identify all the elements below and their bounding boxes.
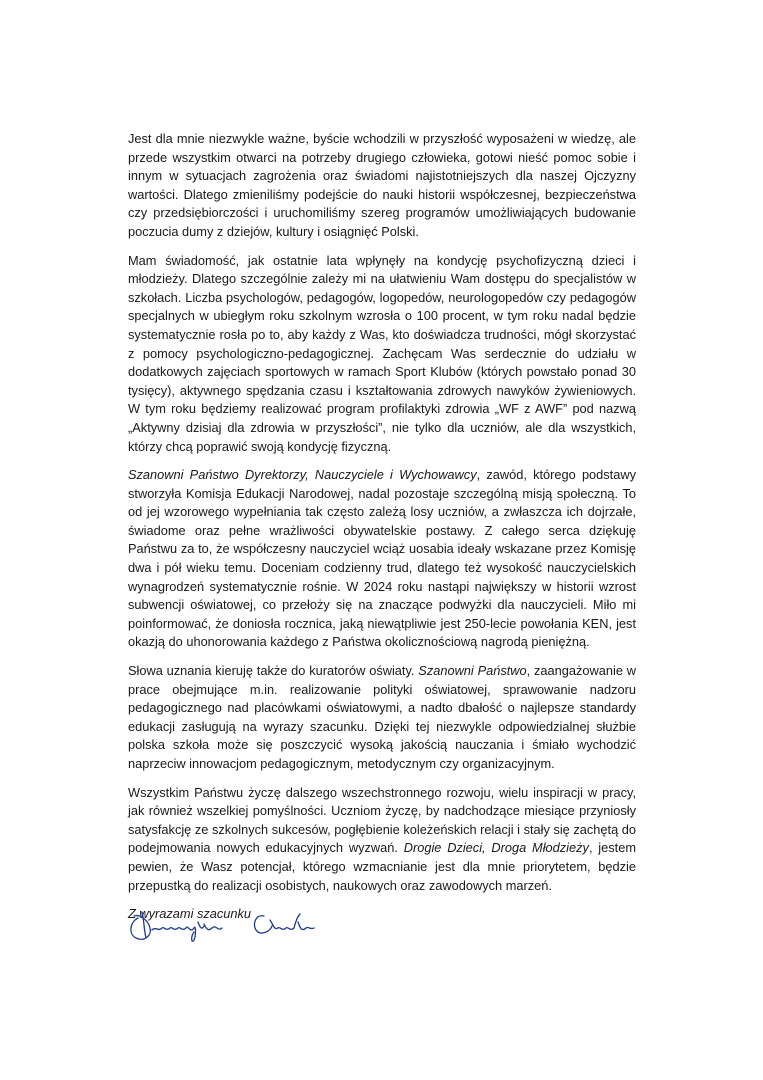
salutation-students: Drogie Dzieci, Droga Młodzieży	[403, 840, 589, 856]
paragraph-curators	[128, 662, 636, 774]
letter-body	[128, 130, 636, 924]
paragraph-text: Jest dla mnie niezwykle ważne, byście wchodzili w przyszłość wyposażeni w wiedzę, ale przede wszystkim otwarci na potrzeby drugiego człowieka, gotowi nieść pomoc sobie i innym w sytuacjach zagrożenia oraz świadomi najistotniejszych dla naszej Ojczyzny wartości. Dlatego zmieniliśmy podejście do nauki historii współczesnej, bezpieczeństwa czy przedsiębiorczości i uruchomiliśmy szereg programów umożliwiających budowanie poczucia dumy z dziejów, kultury i osiągnięć Polski.	[128, 131, 636, 239]
paragraph-wellbeing	[128, 252, 636, 457]
salutation-teachers: Szanowni Państwo Dyrektorzy, Nauczyciele i Wychowawcy	[128, 467, 477, 483]
paragraph-text: Słowa uznania kieruję także do kuratorów oświaty.	[128, 663, 419, 679]
paragraph-intro	[128, 130, 636, 242]
paragraph-text: , zawód, którego podstawy stworzyła Komisja Edukacji Narodowej, nadal pozostaje szczególną misją społeczną. To od jej wzorowego wypełniania tak często zależą losy uczniów, a zwłaszcza ich dojrzałe, świadome oraz pełne wrażliwości obywatelskie postawy. Z całego serca dziękuję Państwu za to, że współczesny nauczyciel wciąż uosabia ideały wskazane przez Komisję dwa i pół wieku temu. Doceniam codzienny trud, dlatego też wysokość nauczycielskich wynagrodzeń systematycznie rośnie. W 2024 roku nastąpi największy w historii wzrost subwencji oświatowej, co przełoży się na znaczące podwyżki dla nauczycieli. Miło mi poinformować, że doniosła rocznica, jaką niewątpliwie jest 250-lecie powołania KEN, jest okazją do uhonorowania każdego z Państwa okolicznościową nagrodą pieniężną.	[128, 467, 636, 650]
paragraph-wishes	[128, 784, 636, 896]
paragraph-text: , jestem pewien, że Wasz potencjał, którego wzmacnianie jest dla mnie priorytetem, będzie przepustką do realizacji osobistych, naukowych oraz zawodowych marzeń.	[128, 840, 636, 893]
paragraph-text: Wszystkim Państwu życzę dalszego wszechstronnego rozwoju, wielu inspiracji w pracy, jak również wszelkiej pomyślności. Uczniom życzę, by nadchodzące miesiące przyniosły satysfakcję ze szkolnych sukcesów, pogłębienie koleżeńskich relacji i stały się zachętą do podejmowania nowych edukacyjnych wyzwań.	[128, 784, 636, 856]
signature-drawing	[124, 898, 324, 948]
paragraph-text: , zaangażowanie w prace obejmujące m.in. realizowanie polityki oświatowej, sprawowanie nadzoru pedagogicznego nad placówkami oświatowymi, a nadto dbałość o najlepsze standardy edukacji zasługują na wyrazy szacunku. Dzięki tej niezwykle odpowiedzialnej służbie polska szkoła może się poszczycić wysoką jakością nauczania i śmiało wychodzić naprzeciw innowacjom pedagogicznym, metodycznym czy organizacyjnym.	[128, 663, 636, 771]
paragraph-text: Mam świadomość, jak ostatnie lata wpłynęły na kondycję psychofizyczną dzieci i młodzieży. Dlatego szczególnie zależy mi na ułatwieniu Wam dostępu do specjalistów w szkołach. Liczba psychologów, pedagogów, logopedów, neurologopedów czy pedagogów specjalnych w ubiegłym roku szkolnym wzrosła o 100 procent, w tym roku nadal będzie systematycznie rosła po to, aby każdy z Was, kto doświadcza trudności, mógł skorzystać z pomocy psychologiczno-pedagogicznej. Zachęcam Was serdecznie do udziału w dodatkowych zajęciach sportowych w ramach Sport Klubów (których powstało ponad 30 tysięcy), aktywnego spędzania czasu i kształtowania zdrowych nawyków żywieniowych. W tym roku będziemy realizować program profilaktyki zdrowia „WF z AWF” pod nazwą „Aktywny dzisiaj dla zdrowia w przyszłości”, nie tylko dla uczniów, ale dla wszystkich, którzy chcą poprawić swoją kondycję fizyczną.	[128, 252, 636, 454]
paragraph-teachers	[128, 466, 636, 652]
handwritten-signature	[124, 898, 324, 948]
closing-phrase: Z wyrazami szacunku	[128, 906, 252, 922]
salutation-curators: Szanowni Państwo	[418, 663, 527, 679]
